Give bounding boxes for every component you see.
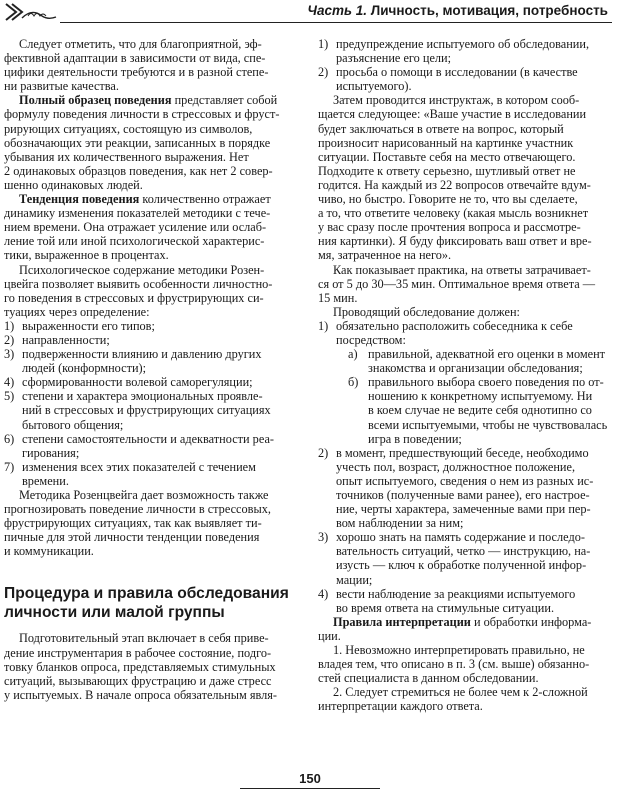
list-item xyxy=(4,319,301,333)
list-item-text: обязательно расположить собеседника к себе xyxy=(336,318,573,333)
list-item-text: изменения всех этих показателей с течением xyxy=(22,459,256,474)
definition-paragraph-line: шенно одинаковых людей. xyxy=(4,177,143,192)
paragraph-line: 1. Невозможно интерпретировать правильно, не xyxy=(333,643,585,658)
list-item-text: подверженности влиянию и давлению других xyxy=(22,347,262,362)
paragraph-line: Методика Розенцвейга дает возможность также xyxy=(19,488,269,502)
page-number: 150 xyxy=(299,771,321,786)
definition-paragraph-line: убывания их количественного выражения. Нет xyxy=(4,149,249,164)
paragraph-line: Психологическое содержание методики Розен- xyxy=(19,262,265,277)
paragraph-line: Проводящий обследование должен: xyxy=(333,304,520,319)
header-rule xyxy=(60,22,612,23)
paragraph-line: и коммуникации. xyxy=(4,544,94,559)
paragraph-line: произносит нарисованный на картинке участник xyxy=(318,135,574,150)
header-part-label: Часть 1. xyxy=(307,3,367,18)
list-item xyxy=(4,389,301,403)
sublist-item-text: ношению к конкретному испытуемому. Ни xyxy=(368,389,593,404)
paragraph-line: щается следующее: «Ваше участие в исследовании xyxy=(318,107,587,122)
sublist-item-text: игра в поведении; xyxy=(368,431,462,446)
definition-paragraph-line: тики, выраженное в процентах. xyxy=(4,248,169,263)
paragraph-line: товку бланков опроса, представляемых стимульных xyxy=(4,659,276,674)
sublist-item xyxy=(318,375,615,389)
left-column xyxy=(4,26,301,702)
paragraph-line: Подходите к ответу серьезно, шутливый ответ не xyxy=(318,163,576,178)
definition-paragraph-text: количественно отражает xyxy=(139,192,271,207)
list-item-text: вом наблюдении за ним; xyxy=(336,516,464,531)
list-item-text: вательность ситуаций, четко — инструкцию, на- xyxy=(336,544,591,559)
paragraph-line: ситуации. Поставьте себя на место отвечающего. xyxy=(318,149,576,164)
list-item-text: бытового общения; xyxy=(22,417,124,432)
paragraph-line: туациях через определение: xyxy=(4,304,150,319)
list-item xyxy=(4,333,301,347)
paragraph-line: 2. Следует стремиться не более чем к 2-сложной xyxy=(333,685,588,700)
list-item-number: 4) xyxy=(318,586,329,601)
definition-paragraph-line: 2 одинаковых образцов поведения, как нет 2 совер- xyxy=(4,163,273,178)
definition-paragraph-term: Правила интерпретации xyxy=(333,614,471,629)
list-item-number: 1) xyxy=(4,318,15,333)
list-item xyxy=(318,587,615,601)
definition-paragraph-term: Полный образец поведения xyxy=(19,93,172,108)
list-item xyxy=(318,446,615,460)
paragraph-line: цифики деятельности требуются и в разной степе- xyxy=(4,65,269,80)
list-item-text: изусть — ключ к обработке полученной инфор- xyxy=(336,558,587,573)
paragraph-line: цвейга позволяет выявить особенности личностно- xyxy=(4,276,273,291)
paragraph-line: Как показывает практика, на ответы затрачивает- xyxy=(333,262,591,277)
paragraph-line: Следует отметить, что для благоприятной, эф- xyxy=(19,37,262,51)
sublist-item-text: знакомства и организации обследования; xyxy=(368,361,583,376)
paragraph-line: мя, затраченное на него». xyxy=(318,248,452,263)
section-heading-line: Процедура и правила обследования xyxy=(4,585,289,603)
definition-paragraph-term: Тенденция поведения xyxy=(19,192,140,207)
list-item xyxy=(318,530,615,544)
definition-paragraph-line: формулу поведения личности в стрессовых и фруст- xyxy=(4,107,280,122)
paragraph-line: го поведения в стрессовых и фрустрирующих си- xyxy=(4,290,264,305)
sublist-item-text: в коем случае не ведите себя однотипно со xyxy=(368,403,592,418)
paragraph-line: владея тем, что описано в п. 3 (см. выше) обязанно- xyxy=(318,657,590,672)
paragraph-line: у испытуемых. В начале опроса обязательным явля- xyxy=(4,687,278,702)
list-item-number: 1) xyxy=(318,37,329,51)
list-item-text: разъяснение его цели; xyxy=(336,51,452,66)
list-item-text: просьба о помощи в исследовании (в качестве xyxy=(336,65,578,80)
definition-paragraph-line: ции. xyxy=(318,628,341,643)
list-item-text: степени самостоятельности и адекватности реа- xyxy=(22,431,274,446)
list-item-text: точников (полученные вами ранее), его настрое- xyxy=(336,488,590,502)
sublist-item-number: б) xyxy=(348,375,359,390)
list-item-text: ние, черты характера, замеченные вами при пер- xyxy=(336,502,591,517)
paragraph-line: прогнозировать поведение личности в стрессовых, xyxy=(4,502,271,517)
definition-paragraph-text: представляет собой xyxy=(171,93,278,108)
list-item-number: 2) xyxy=(318,65,329,80)
paragraph-line: 15 мин. xyxy=(318,290,358,305)
list-item xyxy=(318,319,615,333)
list-item-text: гирования; xyxy=(22,445,80,460)
list-item-text: времени. xyxy=(22,473,69,488)
list-item-text: ний в стрессовых и фрустрирующих ситуациях xyxy=(22,403,271,418)
list-item-number: 2) xyxy=(4,332,15,347)
paragraph-line: стей специалиста в данном обследовании. xyxy=(318,671,539,686)
definition-paragraph-line: ление той или иной психологической характерис- xyxy=(4,234,265,249)
list-item-number: 3) xyxy=(318,530,329,545)
definition-paragraph-text: и обработки информа- xyxy=(470,614,592,629)
paragraph-line: Затем проводится инструктаж, в котором сооб- xyxy=(333,93,580,108)
list-item xyxy=(4,347,301,361)
list-item-text: выраженности его типов; xyxy=(22,318,155,333)
list-item-number: 5) xyxy=(4,389,15,404)
paragraph-line: ния картинки). Я буду фиксировать ваш ответ и вре- xyxy=(318,234,592,249)
list-item-text: во время ответа на стимульные ситуации. xyxy=(336,600,555,615)
list-item-text: испытуемого). xyxy=(336,79,412,94)
list-item xyxy=(4,432,301,446)
list-item-number: 1) xyxy=(318,318,329,333)
paragraph-line: у вас сразу после прочтения вопроса и рассмотре- xyxy=(318,220,581,235)
header-title-text: Личность, мотивация, потребность xyxy=(370,3,608,18)
list-item-number: 4) xyxy=(4,375,15,390)
sublist-item-text: правильного выбора своего поведения по от- xyxy=(368,375,604,390)
list-item xyxy=(4,460,301,474)
definition-paragraph-line: обозначающих эти реакции, записанных в порядке xyxy=(4,135,271,150)
paragraph-line: фрустрирующих ситуациях, так как выявляет ти- xyxy=(4,516,262,531)
list-item xyxy=(318,37,615,51)
paragraph-line: годится. На каждый из 22 вопросов отвечайте вдум- xyxy=(318,177,591,192)
paragraph-line: ни развитые качества. xyxy=(4,79,119,94)
sublist-item xyxy=(318,347,615,361)
paragraph-line: дение инструментария в рабочее состояние, подго- xyxy=(4,645,272,660)
paragraph-line: ся от 5 до 30—35 мин. Оптимальное время ответа — xyxy=(318,276,596,291)
list-item-text: учесть пол, возраст, должностное положение, xyxy=(336,459,576,474)
list-item-number: 3) xyxy=(4,347,15,362)
list-item-text: посредством: xyxy=(336,332,406,347)
paragraph-line: чиво, но быстро. Говорите не то, что вы сделаете, xyxy=(318,192,578,207)
paragraph-line: фективной адаптации в зависимости от вида, спе- xyxy=(4,51,266,66)
paragraph-line: ситуаций, вызывающих фрустрацию и даже стресс xyxy=(4,673,272,688)
list-item-text: предупреждение испытуемого об обследовании, xyxy=(336,37,590,51)
ornament-icon xyxy=(2,0,60,24)
definition-paragraph-line xyxy=(4,192,301,206)
list-item xyxy=(318,65,615,79)
sublist-item-number: а) xyxy=(348,347,358,362)
list-item-number: 2) xyxy=(318,445,329,460)
sublist-item-text: всеми испытуемыми, чтобы не чувствовалась xyxy=(368,417,608,432)
paragraph-line: Подготовительный этап включает в себя приве- xyxy=(19,631,269,646)
paragraph-line: интерпретации каждого ответа. xyxy=(318,699,483,714)
list-item-text: вести наблюдение за реакциями испытуемого xyxy=(336,586,576,601)
right-column xyxy=(318,26,615,714)
section-heading-line: личности или малой группы xyxy=(4,604,225,622)
list-item-number: 7) xyxy=(4,459,15,474)
definition-paragraph-line: нием времени. Она отражает усиление или ослаб- xyxy=(4,220,267,235)
list-item xyxy=(4,375,301,389)
list-item-text: хорошо знать на память содержание и последо- xyxy=(336,530,585,545)
definition-paragraph-line: рирующих ситуациях, состоящую из символов, xyxy=(4,121,253,136)
running-header xyxy=(0,0,620,26)
paragraph-line: будет заключаться в ответе на вопрос, который xyxy=(318,121,564,136)
sublist-item-text: правильной, адекватной его оценки в момент xyxy=(368,347,606,362)
list-item-number: 6) xyxy=(4,431,15,446)
section-heading xyxy=(4,584,301,622)
definition-paragraph-line: динамику изменения показателей методики с тече- xyxy=(4,206,271,221)
list-item-text: направленности; xyxy=(22,332,110,347)
definition-paragraph-line xyxy=(4,93,301,107)
list-item-text: людей (конформности); xyxy=(22,361,147,376)
definition-paragraph-line xyxy=(318,615,615,629)
list-item-text: степени и характера эмоциональных проявле- xyxy=(22,389,263,404)
footer-rule xyxy=(240,788,380,789)
paragraph-line: а то, что ответите человеку (какая мысль возникнет xyxy=(318,206,589,221)
list-item-text: опыт испытуемого, сведения о нем из разных ис- xyxy=(336,473,594,488)
list-item-text: мации; xyxy=(336,572,373,587)
header-title xyxy=(307,3,608,18)
list-item-text: в момент, предшествующий беседе, необходимо xyxy=(336,445,589,460)
paragraph-line: пичные для этой личности тенденции поведения xyxy=(4,530,260,545)
list-item-text: сформированности волевой саморегуляции; xyxy=(22,375,253,390)
